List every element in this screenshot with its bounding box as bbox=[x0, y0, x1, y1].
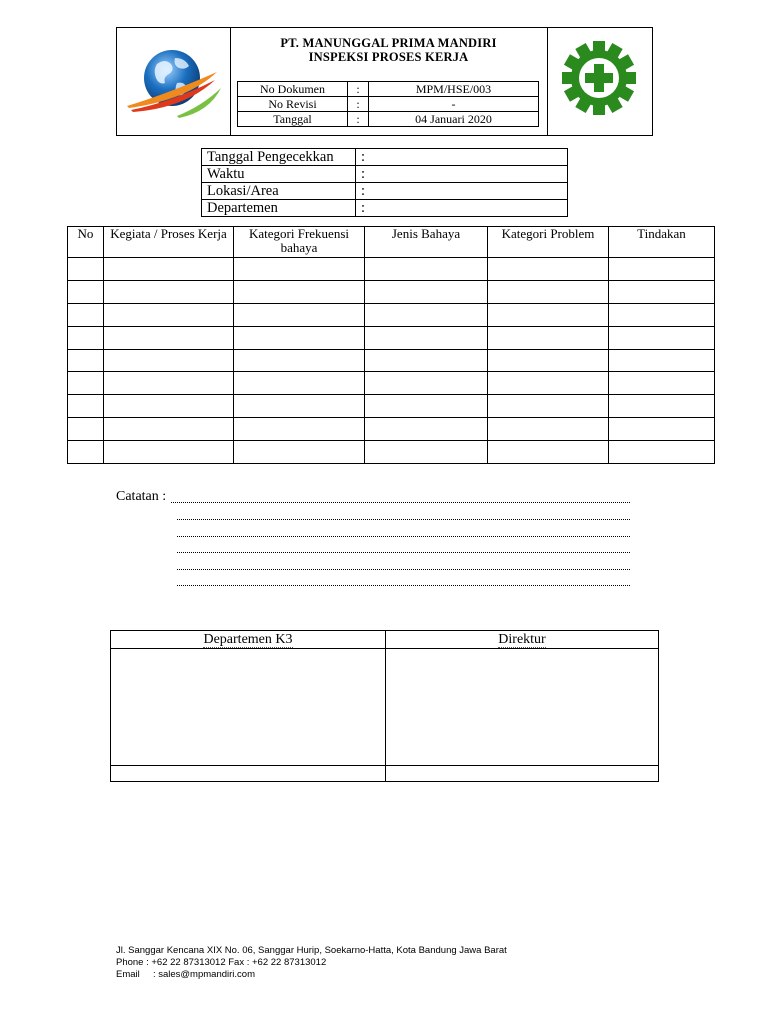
table-cell[interactable] bbox=[609, 258, 715, 281]
table-cell[interactable] bbox=[234, 326, 365, 349]
info-row bbox=[202, 149, 568, 166]
notes-line[interactable] bbox=[177, 536, 630, 537]
table-cell[interactable] bbox=[609, 303, 715, 326]
table-cell[interactable] bbox=[365, 326, 488, 349]
info-label: Tanggal Pengecekkan bbox=[202, 149, 356, 166]
header-jenis-bahaya: Jenis Bahaya bbox=[365, 227, 488, 258]
doc-info-value: - bbox=[369, 97, 539, 112]
table-cell[interactable] bbox=[365, 418, 488, 441]
signature-table bbox=[110, 630, 659, 782]
table-cell[interactable] bbox=[68, 280, 104, 303]
document-title: INSPEKSI PROSES KERJA bbox=[308, 50, 469, 64]
notes-line[interactable] bbox=[177, 585, 630, 586]
table-cell[interactable] bbox=[234, 258, 365, 281]
footer bbox=[116, 945, 507, 981]
footer-phone: Phone : +62 22 87313012 Fax : +62 22 87313012 bbox=[116, 957, 327, 968]
table-header-row bbox=[68, 227, 715, 258]
notes-line[interactable] bbox=[171, 502, 630, 503]
signature-title-k3: Departemen K3 bbox=[111, 631, 386, 649]
doc-info-sep: : bbox=[348, 112, 369, 127]
notes-line[interactable] bbox=[177, 569, 630, 570]
inspection-info-table bbox=[201, 148, 568, 217]
k3-logo-cell bbox=[547, 28, 652, 135]
signature-name-row bbox=[111, 766, 659, 782]
table-cell[interactable] bbox=[609, 280, 715, 303]
table-cell[interactable] bbox=[234, 303, 365, 326]
header-tindakan: Tindakan bbox=[609, 227, 715, 258]
table-cell[interactable] bbox=[488, 303, 609, 326]
table-cell[interactable] bbox=[488, 372, 609, 395]
doc-info-sep: : bbox=[348, 97, 369, 112]
company-name: PT. MANUNGGAL PRIMA MANDIRI bbox=[280, 36, 497, 50]
signature-name-direktur[interactable] bbox=[386, 766, 659, 782]
table-cell[interactable] bbox=[68, 349, 104, 372]
table-cell[interactable] bbox=[488, 258, 609, 281]
header-kategori-frekuensi: Kategori Frekuensi bahaya bbox=[234, 227, 365, 258]
info-value-field[interactable]: : bbox=[356, 183, 568, 200]
info-label: Departemen bbox=[202, 200, 356, 217]
signature-name-k3[interactable] bbox=[111, 766, 386, 782]
table-cell[interactable] bbox=[234, 418, 365, 441]
table-cell[interactable] bbox=[365, 349, 488, 372]
table-row bbox=[68, 441, 715, 464]
table-row bbox=[68, 258, 715, 281]
table-cell[interactable] bbox=[104, 349, 234, 372]
document-header bbox=[116, 27, 653, 136]
k3-safety-gear-icon bbox=[547, 28, 652, 135]
table-row bbox=[68, 280, 715, 303]
table-cell[interactable] bbox=[234, 372, 365, 395]
table-cell[interactable] bbox=[609, 372, 715, 395]
table-cell[interactable] bbox=[609, 395, 715, 418]
table-cell[interactable] bbox=[104, 303, 234, 326]
table-cell[interactable] bbox=[365, 395, 488, 418]
table-cell[interactable] bbox=[609, 441, 715, 464]
table-cell[interactable] bbox=[68, 441, 104, 464]
table-cell[interactable] bbox=[104, 441, 234, 464]
table-cell[interactable] bbox=[488, 441, 609, 464]
table-row bbox=[68, 303, 715, 326]
doc-info-value: 04 Januari 2020 bbox=[369, 112, 539, 127]
table-cell[interactable] bbox=[488, 418, 609, 441]
table-cell[interactable] bbox=[68, 326, 104, 349]
info-label: Lokasi/Area bbox=[202, 183, 356, 200]
info-label: Waktu bbox=[202, 166, 356, 183]
table-cell[interactable] bbox=[609, 326, 715, 349]
footer-address: Jl. Sanggar Kencana XIX No. 06, Sanggar Hurip, Soekarno-Hatta, Kota Bandung Jawa Barat bbox=[116, 945, 507, 956]
table-cell[interactable] bbox=[104, 258, 234, 281]
table-cell[interactable] bbox=[488, 395, 609, 418]
notes-label: Catatan : bbox=[116, 489, 167, 504]
table-cell[interactable] bbox=[488, 326, 609, 349]
header-kegiatan: Kegiata / Proses Kerja bbox=[104, 227, 234, 258]
table-cell[interactable] bbox=[68, 395, 104, 418]
title-cell bbox=[230, 28, 548, 135]
table-cell[interactable] bbox=[365, 258, 488, 281]
info-row bbox=[202, 183, 568, 200]
doc-info-value: MPM/HSE/003 bbox=[369, 82, 539, 97]
table-cell[interactable] bbox=[234, 349, 365, 372]
signature-space-row bbox=[111, 649, 659, 766]
header-kategori-problem: Kategori Problem bbox=[488, 227, 609, 258]
inspection-table bbox=[67, 226, 715, 464]
table-row bbox=[68, 349, 715, 372]
table-cell[interactable] bbox=[104, 395, 234, 418]
info-value-field[interactable]: : bbox=[356, 200, 568, 217]
signature-box-k3[interactable] bbox=[111, 649, 386, 766]
footer-email: Email : sales@mpmandiri.com bbox=[116, 969, 255, 980]
table-cell[interactable] bbox=[104, 418, 234, 441]
info-row bbox=[202, 200, 568, 217]
table-row bbox=[68, 418, 715, 441]
table-cell[interactable] bbox=[488, 349, 609, 372]
table-cell[interactable] bbox=[488, 280, 609, 303]
signature-title-direktur: Direktur bbox=[386, 631, 659, 649]
table-cell[interactable] bbox=[365, 372, 488, 395]
table-cell[interactable] bbox=[68, 372, 104, 395]
table-cell[interactable] bbox=[104, 326, 234, 349]
table-cell[interactable] bbox=[234, 280, 365, 303]
doc-info-row bbox=[238, 82, 539, 97]
doc-info-row bbox=[238, 97, 539, 112]
table-cell[interactable] bbox=[365, 441, 488, 464]
table-cell[interactable] bbox=[234, 395, 365, 418]
info-row bbox=[202, 166, 568, 183]
table-cell[interactable] bbox=[365, 280, 488, 303]
table-cell[interactable] bbox=[104, 372, 234, 395]
header-no: No bbox=[68, 227, 104, 258]
doc-info-sep: : bbox=[348, 82, 369, 97]
table-row bbox=[68, 326, 715, 349]
document-info-table bbox=[237, 81, 539, 127]
doc-info-label: Tanggal bbox=[238, 112, 348, 127]
table-cell[interactable] bbox=[68, 258, 104, 281]
table-cell[interactable] bbox=[609, 418, 715, 441]
table-cell[interactable] bbox=[365, 303, 488, 326]
table-cell[interactable] bbox=[68, 303, 104, 326]
table-cell[interactable] bbox=[68, 418, 104, 441]
signature-box-direktur[interactable] bbox=[386, 649, 659, 766]
notes-line[interactable] bbox=[177, 552, 630, 553]
table-row bbox=[68, 372, 715, 395]
table-row bbox=[68, 395, 715, 418]
company-logo-cell bbox=[117, 28, 231, 135]
info-value-field[interactable]: : bbox=[356, 166, 568, 183]
table-cell[interactable] bbox=[104, 280, 234, 303]
doc-info-label: No Dokumen bbox=[238, 82, 348, 97]
table-body bbox=[68, 258, 715, 464]
globe-logo-icon bbox=[117, 28, 230, 135]
doc-info-row bbox=[238, 112, 539, 127]
table-cell[interactable] bbox=[234, 441, 365, 464]
notes-line[interactable] bbox=[177, 519, 630, 520]
doc-info-label: No Revisi bbox=[238, 97, 348, 112]
table-cell[interactable] bbox=[609, 349, 715, 372]
info-value-field[interactable]: : bbox=[356, 149, 568, 166]
signature-header-row bbox=[111, 631, 659, 649]
